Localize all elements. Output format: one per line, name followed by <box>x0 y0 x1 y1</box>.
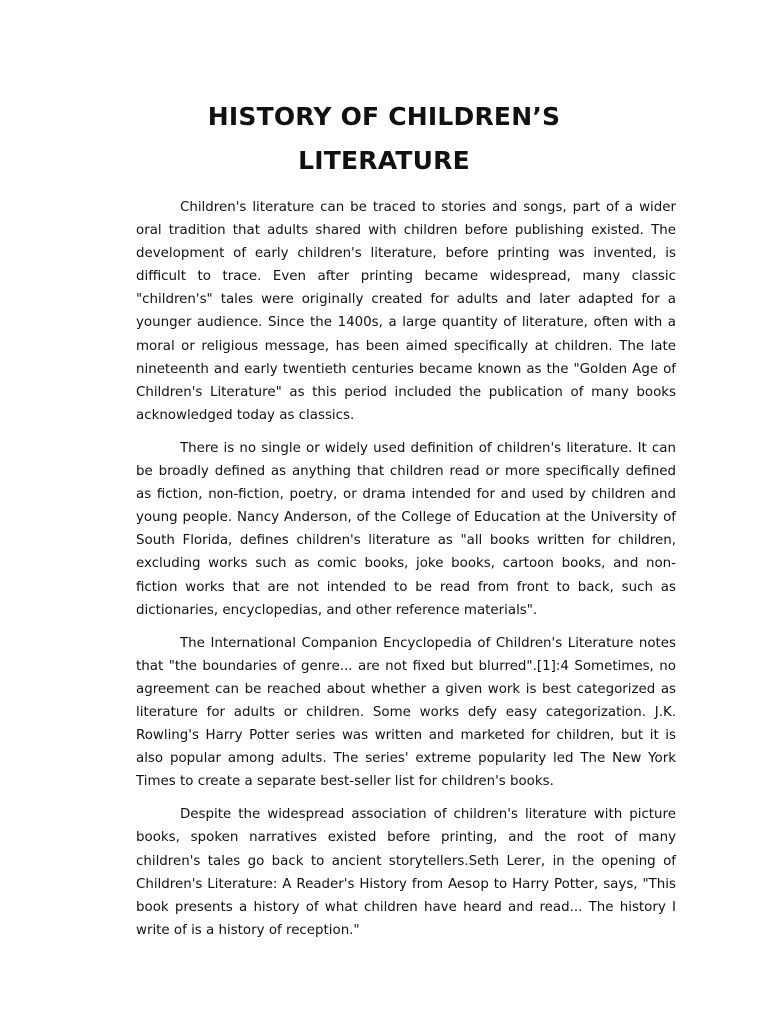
paragraph-2: There is no single or widely used definition of children's literature. It can be broadly defined as anything that children read or more specifically defined as fiction, non-fiction, poetry, or drama intended for and used by children and young people. Nancy Anderson, of the College of Education at the University of South Florida, defines children's literature as "all books written for children, excluding works such as comic books, joke books, cartoon books, and non-fiction works that are not intended to be read from front to back, such as dictionaries, encyclopedias, and other reference materials". <box>136 440 676 618</box>
paragraph-1: Children's literature can be traced to stories and songs, part of a wider oral tradition that adults shared with children before publishing existed. The development of early children's literature, before printing was invented, is difficult to trace. Even after printing became widespread, many classic "children's" tales were originally created for adults and later adapted for a younger audience. Since the 1400s, a large quantity of literature, often with a moral or religious message, has been aimed specifically at children. The late nineteenth and early twentieth centuries became known as the "Golden Age of Children's Literature" as this period included the publication of many books acknowledged today as classics. <box>136 200 676 423</box>
document-title-line-2: LITERATURE <box>298 146 470 175</box>
document-title-line-1: HISTORY OF CHILDREN’S <box>207 102 561 131</box>
paragraph-4: Despite the widespread association of children's literature with picture books, spoken narratives existed before printing, and the root of many children's tales go back to ancient storytellers.Seth Lerer, in the opening of Children's Literature: A Reader's History from Aesop to Harry Potter, says, "This book presents a history of what children have heard and read... The history I write of is a history of reception." <box>136 807 676 938</box>
paragraph-3: The International Companion Encyclopedia of Children's Literature notes that "the boundaries of genre... are not fixed but blurred".[1]:4 Sometimes, no agreement can be reached about whether a given work is best categorized as literature for adults or children. Some works defy easy categorization. J.K. Rowling's Harry Potter series was written and marketed for children, but it is also popular among adults. The series' extreme popularity led The New York Times to create a separate best-seller list for children's books. <box>136 635 676 790</box>
document-body <box>136 196 676 952</box>
